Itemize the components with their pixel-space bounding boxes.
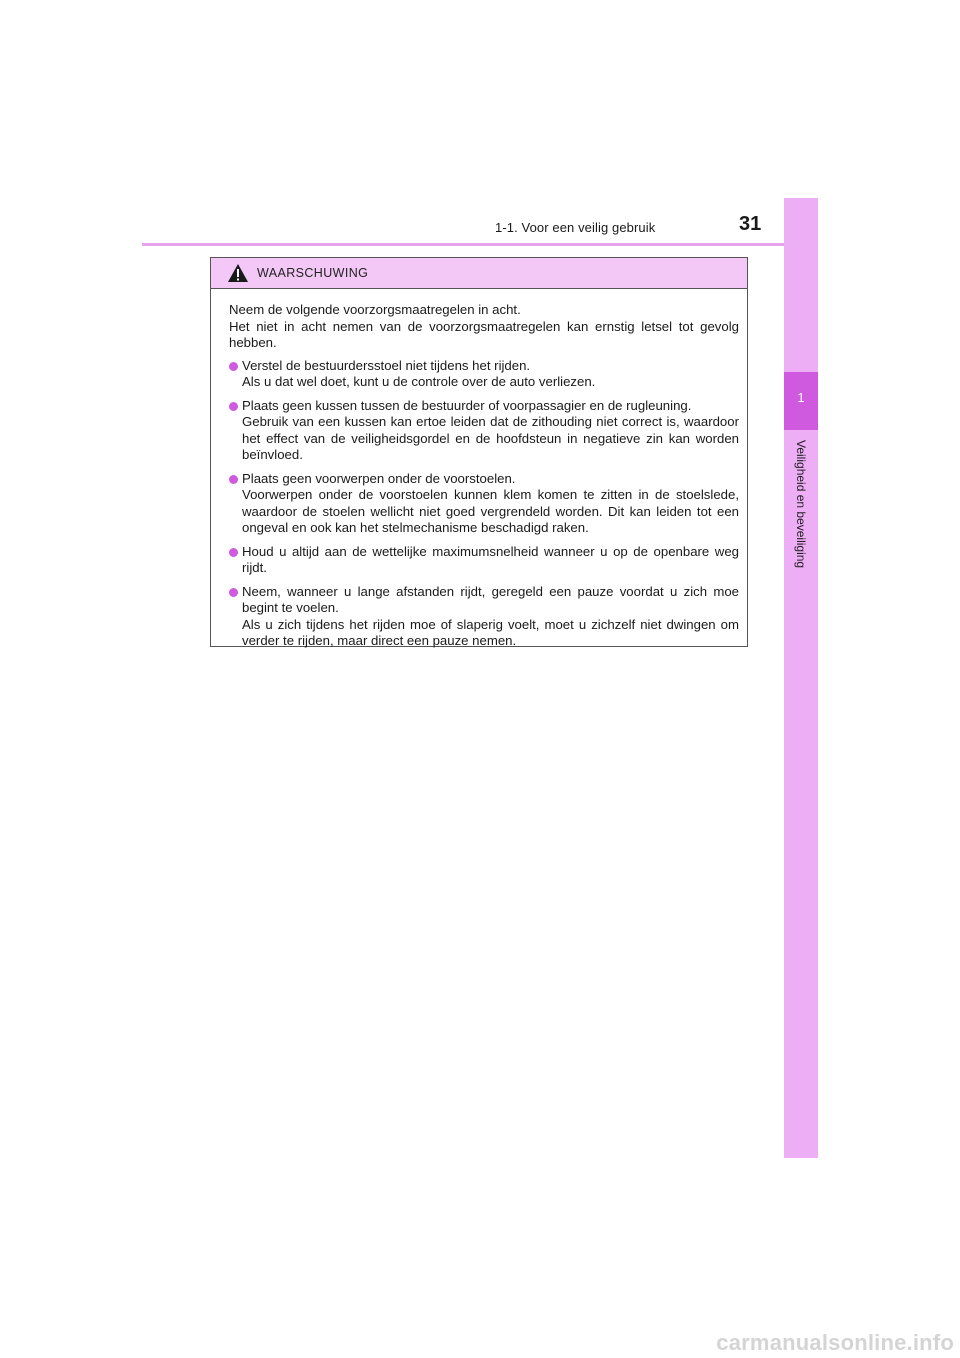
warning-box	[210, 257, 748, 647]
warning-body	[211, 289, 747, 650]
chapter-number: 1	[797, 390, 805, 405]
item-line: Als u zich tijdens het rijden moe of slaperig voelt, moet u zichzelf niet dwingen om verder te rijden, maar direct een pauze nemen.	[242, 616, 739, 648]
footer-watermark[interactable]: carmanualsonline.info	[716, 1330, 954, 1355]
intro-line: Het niet in acht nemen van de voorzorgsmaatregelen kan ernstig letsel tot gevolg hebben.	[229, 318, 739, 350]
item-line: Plaats geen kussen tussen de bestuurder of voorpassagier en de rugleuning.	[242, 397, 692, 413]
item-line: Als u dat wel doet, kunt u de controle over de auto verliezen.	[242, 374, 596, 389]
list-item	[229, 471, 739, 537]
list-item	[229, 358, 739, 391]
chapter-side-tab[interactable]	[784, 198, 818, 1158]
item-line: Houd u altijd aan de wettelijke maximumsnelheid wanneer u op de openbare weg rijdt.	[242, 543, 739, 575]
header-rule	[142, 243, 818, 246]
bullet-icon	[229, 362, 238, 371]
list-item	[229, 544, 739, 577]
bullet-icon	[229, 548, 238, 557]
bullet-icon	[229, 475, 238, 484]
list-item	[229, 398, 739, 464]
bullet-icon	[229, 402, 238, 411]
item-line: Verstel de bestuurdersstoel niet tijdens het rijden.	[242, 357, 531, 373]
warning-header	[211, 258, 747, 289]
item-line: Gebruik van een kussen kan ertoe leiden dat de zithouding niet correct is, waardoor het effect van de veiligheidsgordel en de hoofdsteun in negatieve zin kan worden beïnvloed.	[242, 414, 739, 462]
list-item	[229, 584, 739, 650]
warning-title: WAARSCHUWING	[257, 266, 369, 280]
item-line: Voorwerpen onder de voorstoelen kunnen klem komen te zitten in de stoelslede, waardoor de stoelen wellicht niet goed vergrendeld worden. Dit kan leiden tot een ongeval en ook kan het stelmechanisme beschadigd raken.	[242, 487, 739, 535]
warning-triangle-icon	[227, 263, 249, 283]
page-number: 31	[739, 213, 762, 235]
item-line: Plaats geen voorwerpen onder de voorstoelen.	[242, 470, 516, 486]
warning-intro	[229, 302, 739, 352]
warning-list	[229, 358, 739, 650]
item-line: Neem, wanneer u lange afstanden rijdt, geregeld een pauze voordat u zich moe begint te voelen.	[242, 583, 739, 615]
chapter-title: Veiligheid en beveiliging	[794, 440, 808, 569]
section-title: 1-1. Voor een veilig gebruik	[495, 220, 656, 235]
intro-line: Neem de volgende voorzorgsmaatregelen in acht.	[229, 302, 521, 317]
bullet-icon	[229, 588, 238, 597]
